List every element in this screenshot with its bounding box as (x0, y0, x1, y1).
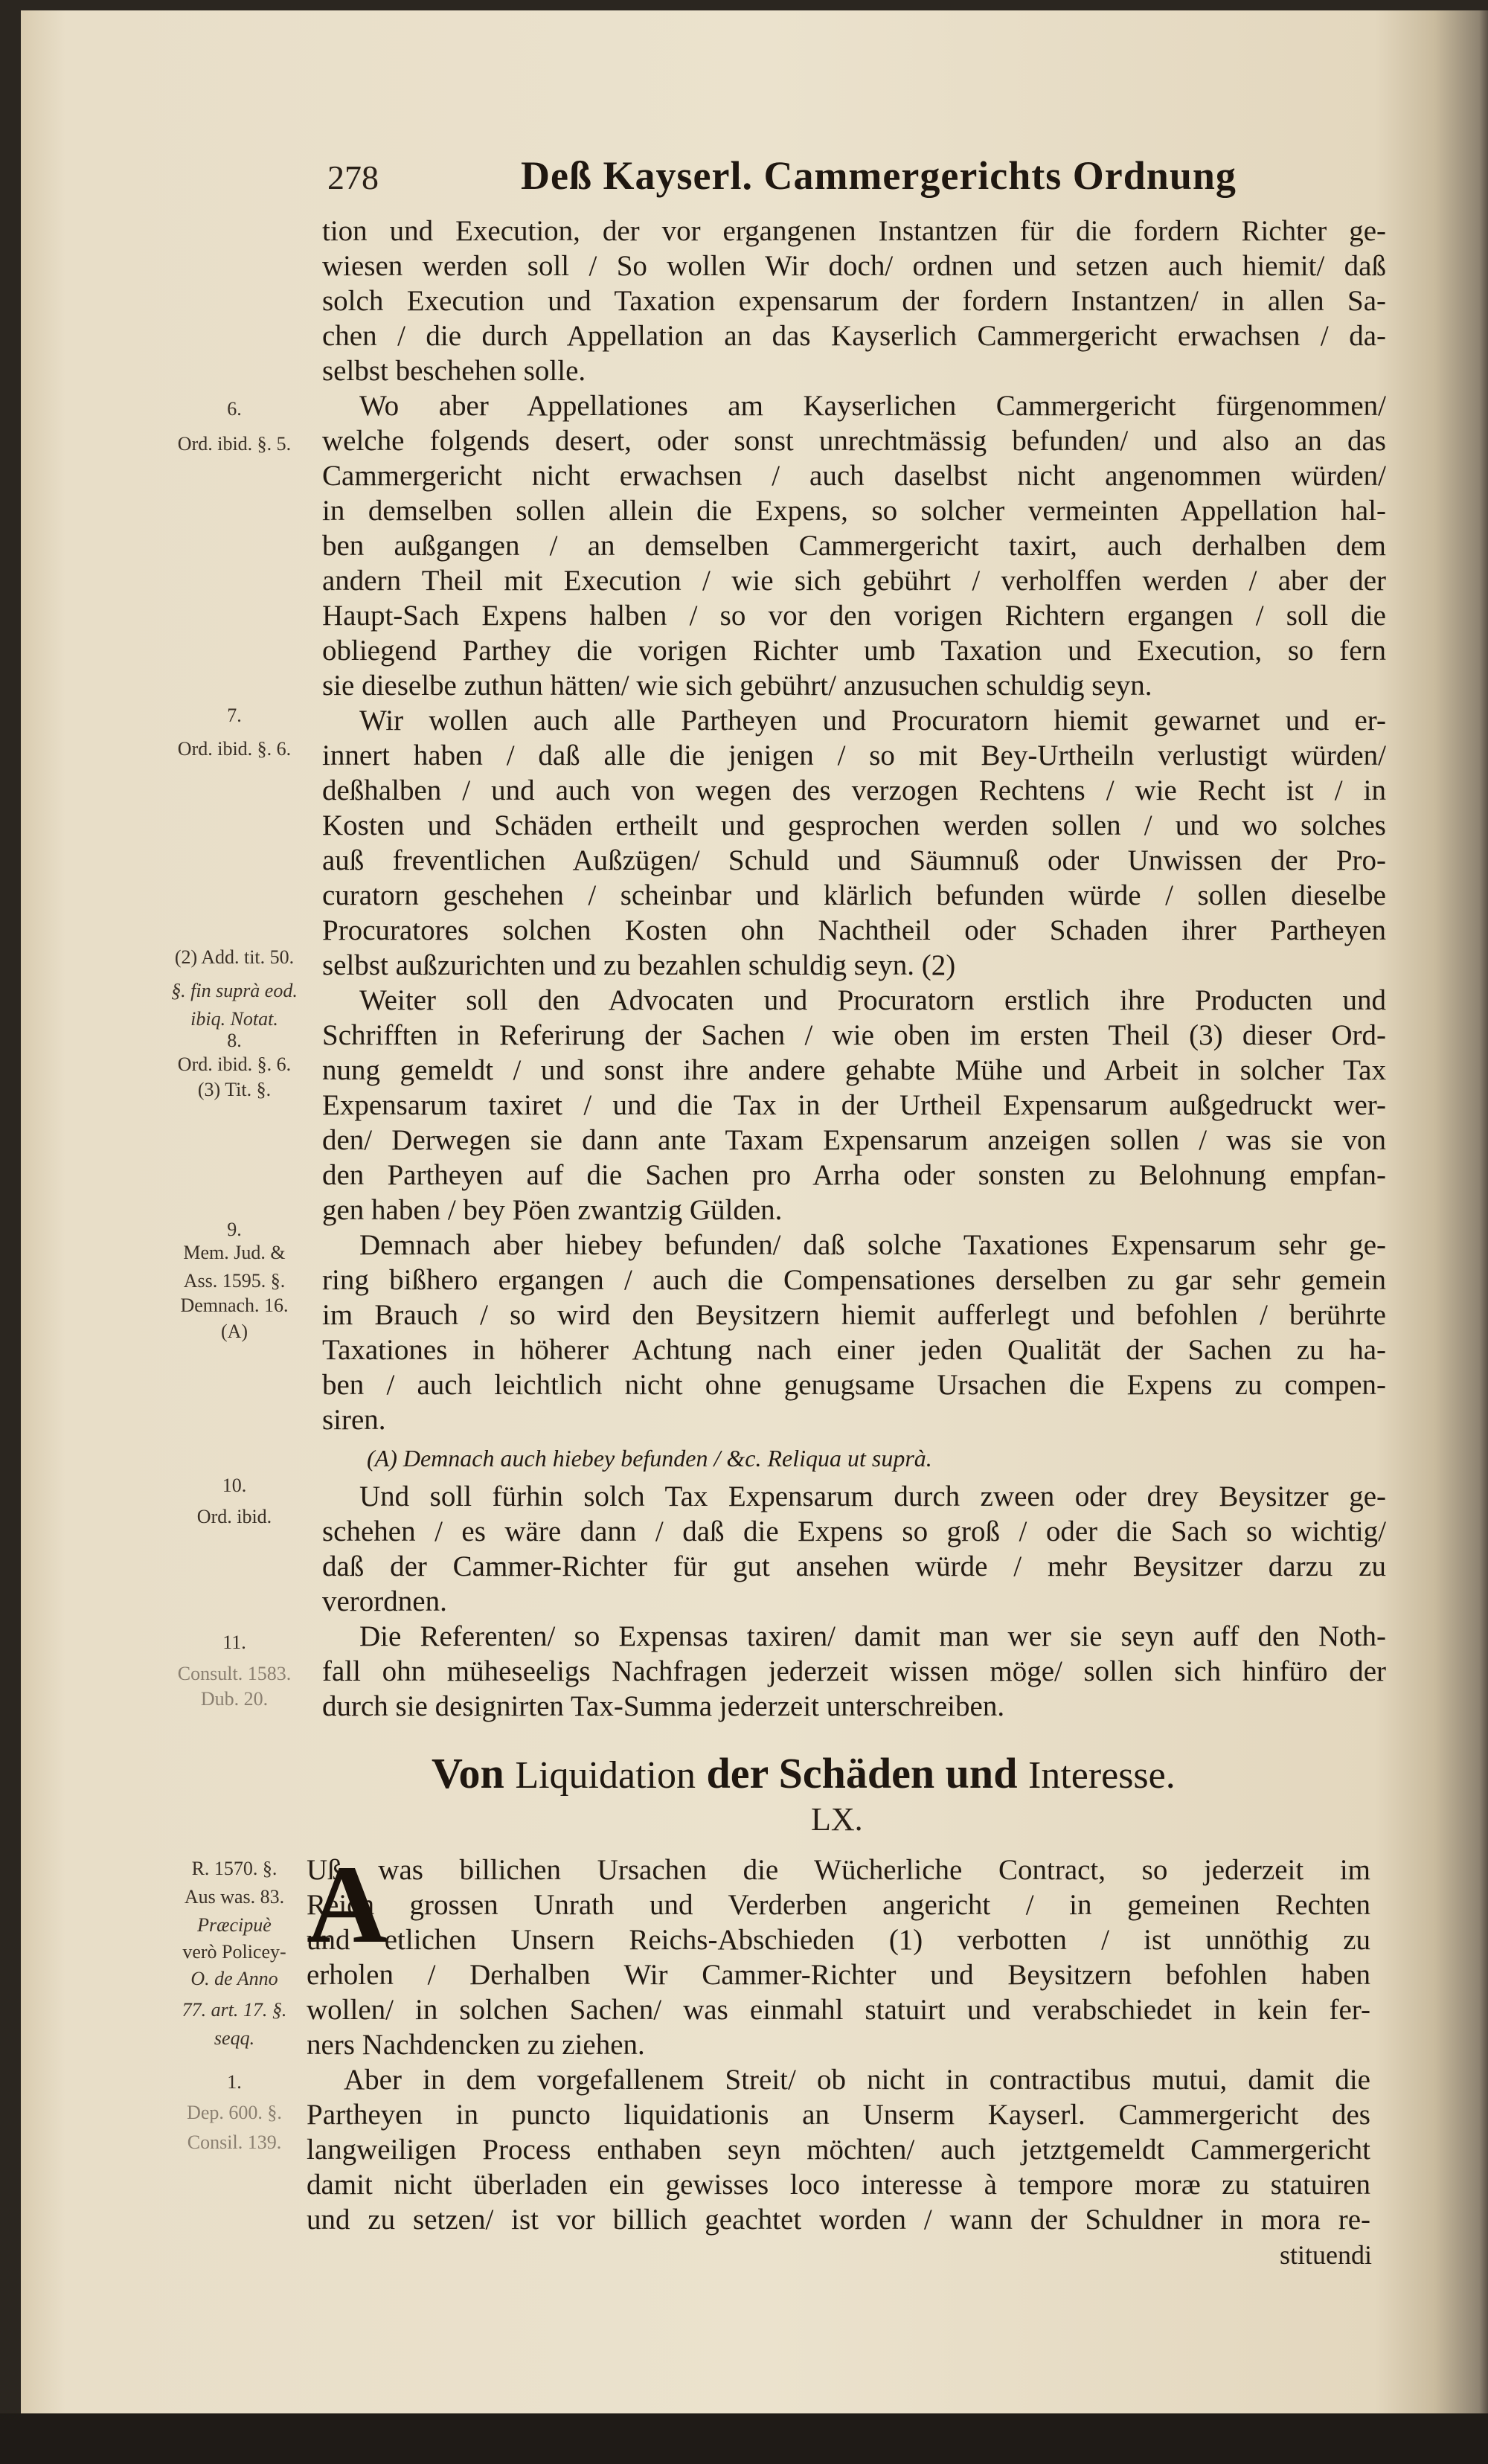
page-number: 278 (327, 158, 379, 196)
paragraph (307, 2062, 1370, 2237)
chapter-number: LX. (811, 1801, 863, 1838)
text-line: chen / die durch Appellation an das Kayserlich Cammergericht erwachsen / da- (322, 320, 1386, 352)
text-line: Partheyen in puncto liquidationis an Unserm Kayserl. Cammergericht des (307, 2099, 1370, 2131)
text-line: Schrifften in Referirung der Sachen / wie oben im ersten Theil (3) dieser Ord- (322, 1019, 1386, 1051)
text-line: den/ Derwegen sie dann ante Taxam Expensarum anzeigen sollen / was sie von (322, 1124, 1386, 1156)
paragraph (322, 388, 1386, 703)
text-line: Demnach aber hiebey befunden/ daß solche Taxationes Expensarum sehr ge- (359, 1229, 1386, 1261)
paragraph (322, 1479, 1386, 1619)
margin-note: Ord. ibid. (196, 1506, 272, 1527)
margin-note: verò Policey- (182, 1941, 286, 1963)
text-line: ben / auch leichtlich nicht ohne genugsame Ursachen die Expens zu compen- (322, 1369, 1386, 1401)
text-line: gen haben / bey Pöen zwantzig Gülden. (322, 1194, 783, 1226)
margin-note: 6. (227, 398, 242, 420)
margin-note: Consult. 1583. (177, 1663, 292, 1684)
text-line: Haupt-Sach Expens halben / so vor den vorigen Richtern ergangen / soll die (322, 600, 1386, 632)
text-line: und etlichen Unsern Reichs-Abschieden (1) verbotten / ist unnöthig zu (307, 1924, 1370, 1956)
text-line: obliegend Parthey die vorigen Richter umb Taxation und Execution, so fern (322, 635, 1386, 667)
text-line: durch sie designirten Tax-Summa jederzeit unterschreiben. (322, 1690, 1005, 1722)
text-line: curatorn geschehen / scheinbar und klärlich befunden würde / sollen dieselbe (322, 879, 1386, 911)
section-heading (432, 1748, 1176, 1798)
text-line: damit nicht überladen ein gewisses loco interesse à tempore moræ zu statuiren (307, 2169, 1370, 2201)
text-line: ners Nachdencken zu ziehen. (307, 2029, 645, 2061)
margin-note: Ord. ibid. §. 6. (177, 1053, 292, 1075)
margin-note: Ass. 1595. §. (183, 1270, 286, 1292)
text-line: auß freventlichen Außzügen/ Schuld und Säumnuß oder Unwissen der Pro- (322, 844, 1386, 876)
heading-word: Interesse. (1027, 1754, 1176, 1797)
margin-note: 11. (222, 1632, 246, 1653)
text-line: solch Execution und Taxation expensarum der fordern Instantzen/ in allen Sa- (322, 285, 1386, 317)
text-line: Aber in dem vorgefallenem Streit/ ob nicht in contractibus mutui, damit die (344, 2064, 1370, 2096)
paragraph (322, 983, 1386, 1228)
text-line: Die Referenten/ so Expensas taxiren/ damit man wer sie seyn auff den Noth- (359, 1620, 1386, 1652)
text-line: Weiter soll den Advocaten und Procuratorn erstlich ihre Producten und (359, 984, 1386, 1016)
text-line: den Partheyen auf die Sachen pro Arrha oder sonsten zu Belohnung empfan- (322, 1159, 1386, 1191)
text-line: daß der Cammer-Richter für gut ansehen würde / mehr Beysitzer darzu zu (322, 1550, 1386, 1582)
text-line: andern Theil mit Execution / wie sich gebührt / verholffen werden / aber der (322, 565, 1386, 597)
text-line: verordnen. (322, 1585, 447, 1617)
margin-note: 9. (227, 1219, 242, 1240)
margin-note: (A) (220, 1321, 248, 1342)
margin-note: Consil. 139. (187, 2131, 282, 2153)
text-line: deßhalben / und auch von wegen des verzogen Rechtens / wie Recht ist / in (322, 774, 1386, 806)
margin-note: 8. (227, 1030, 242, 1051)
text-line: Uß was billichen Ursachen die Wücherliche Contract, so jederzeit im (307, 1854, 1370, 1886)
text-line: Reich grossen Unrath und Verderben angericht / in gemeinen Rechten (307, 1889, 1370, 1921)
text-line: ring bißhero ergangen / auch die Compensationes derselben zu gar sehr gemein (322, 1264, 1386, 1296)
heading-word: Von (432, 1749, 504, 1797)
text-line: im Brauch / so wird den Beysitzern hiemit aufferlegt und befohlen / berührte (322, 1299, 1386, 1331)
margin-note: Demnach. 16. (180, 1294, 289, 1316)
paragraph (322, 1619, 1386, 1724)
text-line: langweiligen Process enthaben seyn möchten/ auch jetztgemeldt Cammergericht (307, 2134, 1370, 2166)
text-line: selbst beschehen solle. (322, 355, 586, 387)
text-line: in demselben sollen allein die Expens, so solcher vermeinten Appellation hal- (322, 495, 1386, 527)
margin-note: O. de Anno (190, 1968, 278, 1989)
heading-word: der Schäden und (706, 1749, 1018, 1797)
text-line: Taxationes in höherer Achtung nach einer jeden Qualität der Sachen zu ha- (322, 1334, 1386, 1366)
text-line: tion und Execution, der vor ergangenen Instantzen für die fordern Richter ge- (322, 215, 1386, 247)
running-title: Deß Kayserl. Cammergerichts Ordnung (521, 153, 1237, 198)
margin-note: 1. (227, 2071, 242, 2093)
text-line: schehen / es wäre dann / daß die Expens so groß / oder die Sach so wichtig/ (322, 1515, 1386, 1547)
margin-note: 77. art. 17. §. (182, 1999, 287, 2021)
text-line: Wo aber Appellationes am Kayserlichen Cammergericht fürgenommen/ (359, 390, 1386, 422)
text-line: fall ohn müheseeligs Nachfragen jederzeit wissen möge/ sollen sich hinfüro der (322, 1655, 1386, 1687)
margin-note: R. 1570. §. (191, 1858, 278, 1879)
margin-note: 7. (227, 705, 242, 726)
margin-note: (2) Add. tit. 50. (174, 946, 295, 968)
margin-note: §. fin suprà eod. (171, 980, 298, 1001)
text-line: Kosten und Schäden ertheilt und gesprochen werden sollen / und wo solches (322, 809, 1386, 841)
text-line: welche folgends desert, oder sonst unrechtmässig befunden/ und also an das (322, 425, 1386, 457)
margin-note: Mem. Jud. & (183, 1242, 286, 1263)
footnote-line: (A) Demnach auch hiebey befunden / &c. Reliqua ut suprà. (367, 1445, 932, 1472)
paragraph (322, 214, 1386, 388)
margin-note: Ord. ibid. §. 6. (177, 738, 292, 760)
margin-note: Ord. ibid. §. 5. (177, 433, 292, 455)
text-line: selbst außzurichten und zu bezahlen schuldig seyn. (2) (322, 949, 956, 981)
paragraph (307, 1843, 1370, 2062)
margin-note: ibiq. Notat. (190, 1008, 278, 1030)
text-line: wiesen werden soll / So wollen Wir doch/ ordnen und setzen auch hiemit/ daß (322, 250, 1386, 282)
text-line: ben außgangen / an demselben Cammergericht taxirt, auch derhalben dem (322, 530, 1386, 562)
paragraph (322, 1228, 1386, 1437)
margin-note: Dub. 20. (200, 1688, 269, 1710)
scan-background (0, 2413, 1488, 2464)
text-line: Und soll fürhin solch Tax Expensarum durch zween oder drey Beysitzer ge- (359, 1480, 1386, 1512)
text-line: nung gemeldt / und sonst ihre andere gehabte Mühe und Arbeit in solcher Tax (322, 1054, 1386, 1086)
margin-note: Præcipuè (197, 1914, 272, 1936)
margin-note: seqq. (214, 2027, 255, 2049)
paragraph (322, 703, 1386, 983)
margin-note: Aus was. 83. (184, 1886, 285, 1908)
text-line: Expensarum taxiret / und die Tax in der Urtheil Expensarum außgedruckt wer- (322, 1089, 1386, 1121)
text-line: Cammergericht nicht erwachsen / auch daselbst nicht angenommen würden/ (322, 460, 1386, 492)
text-line: und zu setzen/ ist vor billich geachtet worden / wann der Schuldner in mora re- (307, 2204, 1370, 2236)
margin-note: Dep. 600. §. (187, 2102, 282, 2123)
body-text-section-2 (307, 1843, 1370, 2237)
heading-word: Liquidation (515, 1754, 696, 1797)
text-line: Procuratores solchen Kosten ohn Nachtheil oder Schaden ihrer Partheyen (322, 914, 1386, 946)
text-line: innert haben / daß alle die jenigen / so mit Bey-Urtheiln verlustigt würden/ (322, 739, 1386, 771)
margin-note: (3) Tit. §. (197, 1079, 272, 1100)
catchword: stituendi (1280, 2240, 1372, 2270)
text-line: siren. (322, 1404, 386, 1436)
margin-note: 10. (222, 1475, 247, 1496)
drop-cap: A (307, 1843, 388, 1966)
text-line: wollen/ in solchen Sachen/ was einmahl statuirt und verabschiedet in kein fer- (307, 1994, 1370, 2026)
text-line: sie dieselbe zuthun hätten/ wie sich gebührt/ anzusuchen schuldig seyn. (322, 670, 1152, 702)
body-text-section-1 (322, 214, 1386, 1724)
text-line: Wir wollen auch alle Partheyen und Procuratorn hiemit gewarnet und er- (359, 705, 1386, 737)
text-line: erholen / Derhalben Wir Cammer-Richter und Beysitzern befohlen haben (307, 1959, 1370, 1991)
